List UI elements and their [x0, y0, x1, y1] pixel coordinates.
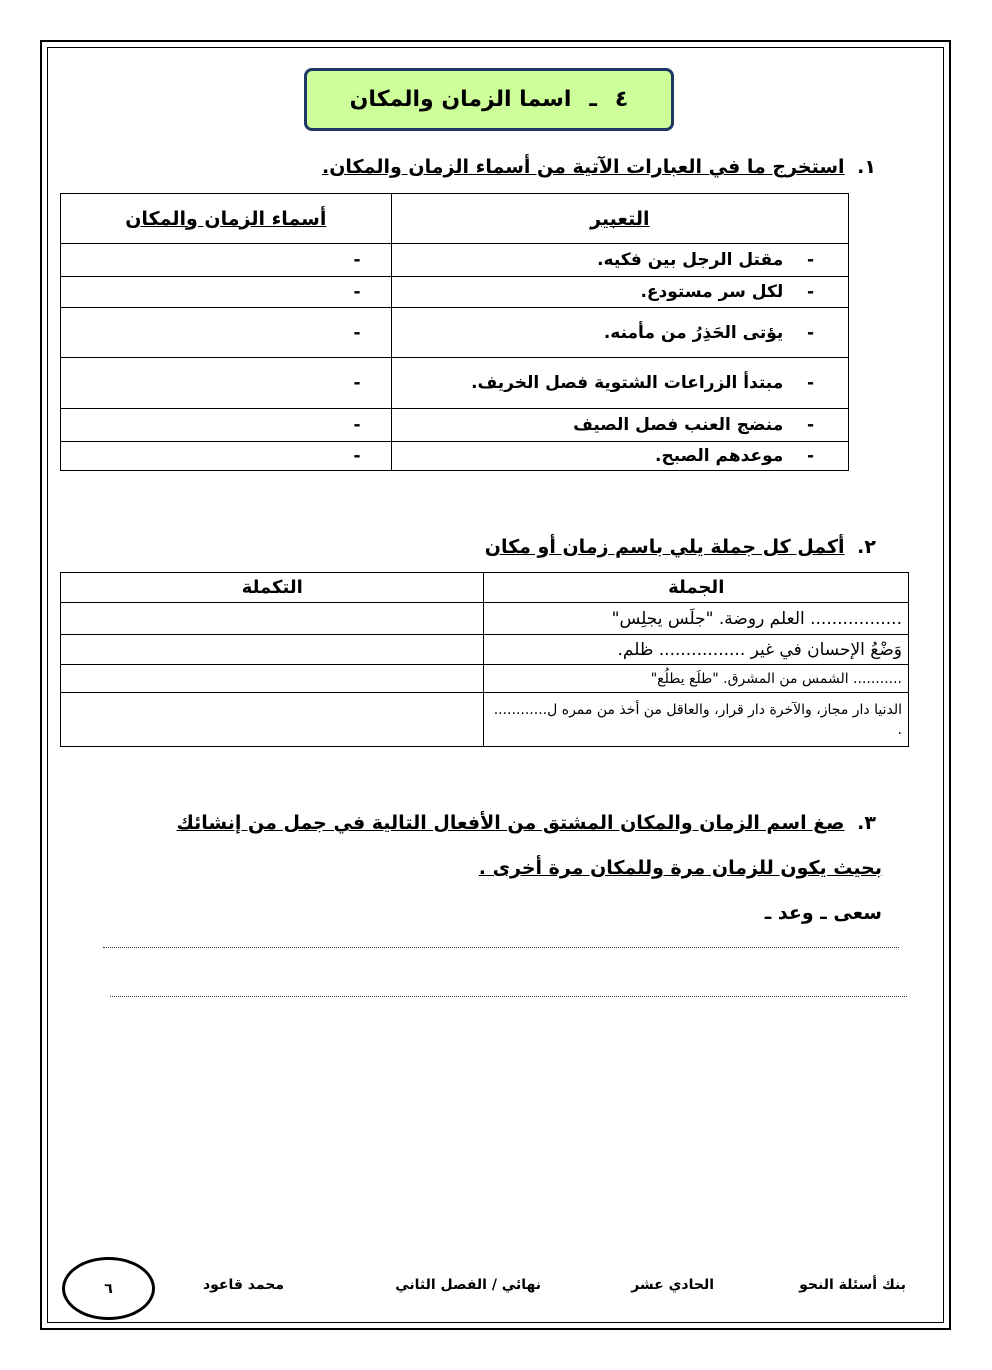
q2-sentence-cell: ........... الشمس من المشرق. "طلَع يطلُع" — [484, 665, 909, 693]
q1-header-answer: أسماء الزمان والمكان — [61, 194, 392, 244]
q1-expression-cell: - لكل سر مستودع. — [391, 277, 848, 308]
title-text: اسما الزمان والمكان — [349, 87, 572, 112]
q3-line2-wrap — [479, 857, 882, 879]
table-row — [61, 603, 909, 635]
q1-answer-cell[interactable]: - — [61, 308, 392, 358]
q1-table — [60, 193, 849, 471]
q1-number: ١. — [857, 156, 876, 178]
answer-line-1[interactable] — [103, 947, 899, 948]
answer-line-2[interactable] — [110, 996, 907, 997]
q1-answer-cell[interactable]: - — [61, 244, 392, 277]
q1-header-row — [61, 194, 849, 244]
q3-line2: بحيث يكون للزمان مرة وللمكان مرة أخرى . — [478, 857, 882, 879]
table-row — [61, 277, 849, 308]
q2-completion-cell[interactable] — [61, 635, 484, 665]
table-row — [61, 665, 909, 693]
q2-completion-cell[interactable] — [61, 603, 484, 635]
q2-table — [60, 572, 909, 747]
table-row — [61, 358, 849, 409]
q1-expression-cell: - مبتدأ الزراعات الشتوية فصل الخريف. — [391, 358, 848, 409]
q3-line1: صغ اسم الزمان والمكان المشتق من الأفعال التالية في جمل من إنشائك — [176, 812, 845, 834]
title-number: ٤ — [614, 87, 629, 112]
q1-answer-cell[interactable]: - — [61, 358, 392, 409]
q1-header-expression: التعبير — [391, 194, 848, 244]
q1-expression-cell: - موعدهم الصبح. — [391, 442, 848, 471]
table-row — [61, 409, 849, 442]
q1-answer-cell[interactable]: - — [61, 442, 392, 471]
q2-sentence-cell: الدنيا دار مجاز، والآخرة دار قرار، والعاقل من أخذ من ممره ل............ . — [484, 693, 909, 747]
q2-sentence-cell: ................. العلم روضة. "جلَس يجلِس" — [484, 603, 909, 635]
q3-verbs: سعى ـ وعد ـ — [764, 902, 882, 924]
q2-heading — [485, 536, 876, 558]
q2-number: ٢. — [857, 536, 876, 558]
q1-heading — [322, 156, 876, 178]
q3-number: ٣. — [857, 812, 876, 834]
q3-heading — [176, 812, 876, 834]
q2-text: أكمل كل جملة يلي باسم زمان أو مكان — [484, 536, 845, 558]
q2-completion-cell[interactable] — [61, 693, 484, 747]
title-box — [304, 68, 674, 131]
page-number: ٦ — [62, 1257, 155, 1320]
footer-bank: بنك أسئلة النحو — [799, 1277, 906, 1293]
table-row — [61, 244, 849, 277]
table-row — [61, 442, 849, 471]
footer-grade: الحادي عشر — [631, 1277, 714, 1293]
table-row — [61, 635, 909, 665]
q1-expression-cell: - مقتل الرجل بين فكيه. — [391, 244, 848, 277]
footer-term: نهائي / الفصل الثاني — [395, 1277, 541, 1293]
table-row — [61, 308, 849, 358]
q2-header-sentence: الجملة — [484, 573, 909, 603]
table-row — [61, 693, 909, 747]
q1-expression-cell: - يؤتى الحَذِرُ من مأمنه. — [391, 308, 848, 358]
q2-completion-cell[interactable] — [61, 665, 484, 693]
q2-sentence-cell: وَضْعُ الإحسان في غير ................ ظلم. — [484, 635, 909, 665]
q1-expression-cell: - منضج العنب فصل الصيف — [391, 409, 848, 442]
q1-answer-cell[interactable]: - — [61, 409, 392, 442]
footer-author: محمد قاعود — [202, 1277, 284, 1293]
q2-header-row — [61, 573, 909, 603]
title-dash: ـ — [589, 87, 597, 112]
q1-answer-cell[interactable]: - — [61, 277, 392, 308]
q1-text: استخرج ما في العبارات الآتية من أسماء الزمان والمكان. — [321, 156, 845, 178]
q2-header-completion: التكملة — [61, 573, 484, 603]
